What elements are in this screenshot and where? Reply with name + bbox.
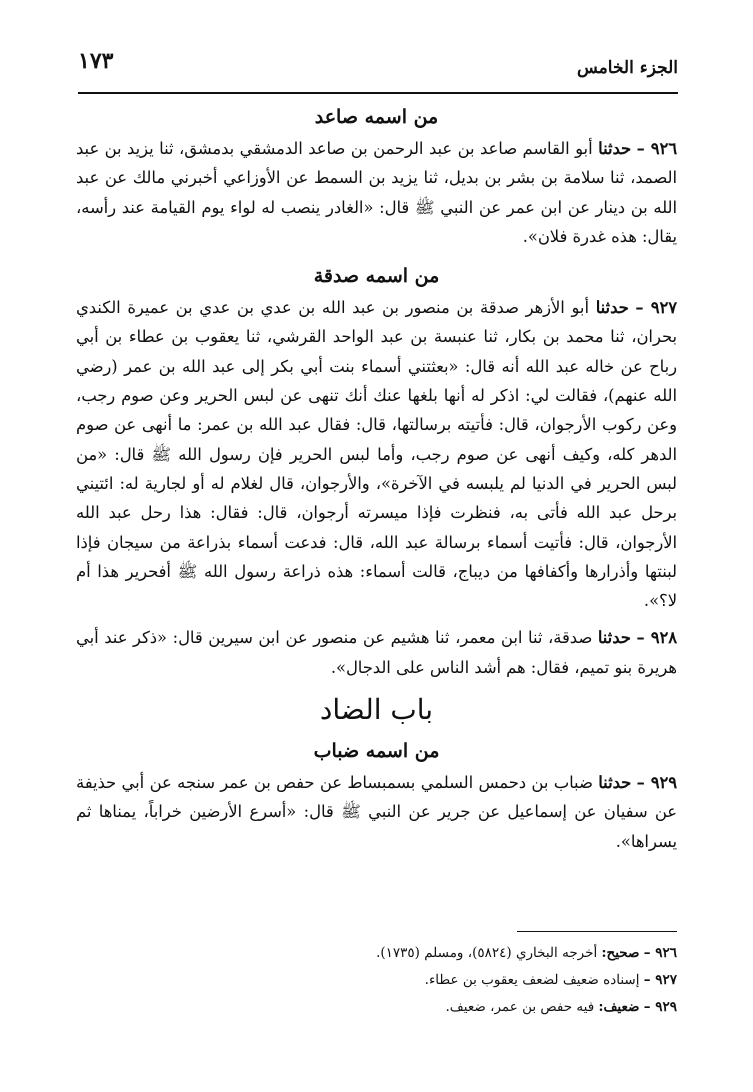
footnote-number: ٩٢٧ – xyxy=(643,972,677,988)
footnotes xyxy=(76,940,677,1021)
hadith-number: ٩٢٨ – xyxy=(636,628,677,648)
footnote-text: فيه حفص بن عمر، ضعيف. xyxy=(445,999,595,1015)
section-title-sadaqa: من اسمه صدقة xyxy=(313,265,440,288)
part-title: الجزء الخامس xyxy=(576,58,678,78)
page-header xyxy=(78,46,678,94)
footnote-927 xyxy=(76,967,677,994)
footnote-grade: ضعيف: xyxy=(598,999,640,1015)
footnote-grade: صحيح: xyxy=(601,945,640,961)
hadith-927 xyxy=(76,293,677,615)
section-title-saed: من اسمه صاعد xyxy=(314,106,439,128)
hadith-number: ٩٢٩ – xyxy=(636,773,677,793)
hadith-lead: حدثنا xyxy=(598,773,632,793)
hadith-number: ٩٢٦ – xyxy=(636,139,677,158)
section-title-dubab: من اسمه ضباب xyxy=(313,740,440,763)
hadith-lead: حدثنا xyxy=(595,298,629,318)
page-number: ١٧٣ xyxy=(78,48,114,74)
chapter-title: باب الضاد xyxy=(319,693,434,727)
hadith-926 xyxy=(76,134,677,251)
hadith-lead: حدثنا xyxy=(597,628,631,648)
page-body xyxy=(76,100,677,856)
footnote-929 xyxy=(76,994,677,1021)
footnote-text: إسناده ضعيف لضعف يعقوب بن عطاء. xyxy=(424,972,640,988)
footnote-number: ٩٢٦ – xyxy=(643,945,677,961)
hadith-lead: حدثنا xyxy=(598,139,632,158)
hadith-928 xyxy=(76,623,677,682)
footnote-divider xyxy=(517,931,677,932)
hadith-number: ٩٢٧ – xyxy=(635,298,677,318)
hadith-text: صدقة، ثنا ابن معمر، ثنا هشيم عن منصور عن ابن سيرين قال: «ذكر عند أبي هريرة بنو تميم، فقال: هم أشد الناس على الدجال». xyxy=(76,628,677,677)
hadith-text: أبو الأزهر صدقة بن منصور بن عبد الله بن عدي بن عدي بن عميرة الكندي بحران، ثنا محمد بن بكار، ثنا عنبسة بن عبد الواحد القرشي، ثنا يعقوب بن عطاء بن أبي رباح عن خاله عبد الله أنه قال: «بعثتني أسماء بنت أبي بكر إلى عبد الله بن عمر (رضي الله عنهم)، فقالت لي: اذكر له أنها بلغها عنك أنك تنهى عن لبس الحرير وعن صوم رجب، وعن ركوب الأرجوان، قال: فأتيته برسالتها، قال: فقال عبد الله بن عمر: ما أنهى عن صوم الدهر كله، وكيف أنهى عن صوم رجب، وأما لبس الحرير فإن رسول الله ﷺ قال: «من لبس الحرير في الدنيا لم يلبسه في الآخرة»، والأرجوان، قال لغلام له أو لجارية له: ائتيني برحل عبد الله فأتى به، فنظرت فإذا ميسرته أرجوان، قال: فقال: هذا رحل عبد الله الأرجوان، قال: فأتيت أسماء برسالة عبد الله، قال: فدعت أسماء بذراعة من سيجان فإذا لبنتها وأذرارها وأكفافها من ديباج، قالت أسماء: هذه ذراعة رسول الله ﷺ أفحرير هذا أم لا؟». xyxy=(76,298,677,611)
footnote-926 xyxy=(76,940,677,967)
hadith-text: أبو القاسم صاعد بن عبد الرحمن بن صاعد الدمشقي بدمشق، ثنا يزيد بن عبد الصمد، ثنا سلامة بن بشر بن بديل، ثنا يزيد بن السمط عن الأوزاعي أخبرني مالك عن عبد الله بن دينار عن ابن عمر عن النبي ﷺ قال: «الغادر ينصب له لواء يوم القيامة عند رأسه، يقال: هذه غدرة فلان». xyxy=(76,139,677,246)
footnote-text: أخرجه البخاري (٥٨٢٤)، ومسلم (١٧٣٥). xyxy=(376,945,598,961)
footnote-number: ٩٢٩ – xyxy=(643,999,677,1015)
hadith-929 xyxy=(76,768,677,856)
hadith-text: ضباب بن دحمس السلمي بسمبساط عن حفص بن عمر سنجه عن أبي حذيفة عن سفيان عن إسماعيل عن جرير عن النبي ﷺ قال: «أسرع الأرضين خراباً، يمناها ثم يسراها». xyxy=(76,773,677,851)
